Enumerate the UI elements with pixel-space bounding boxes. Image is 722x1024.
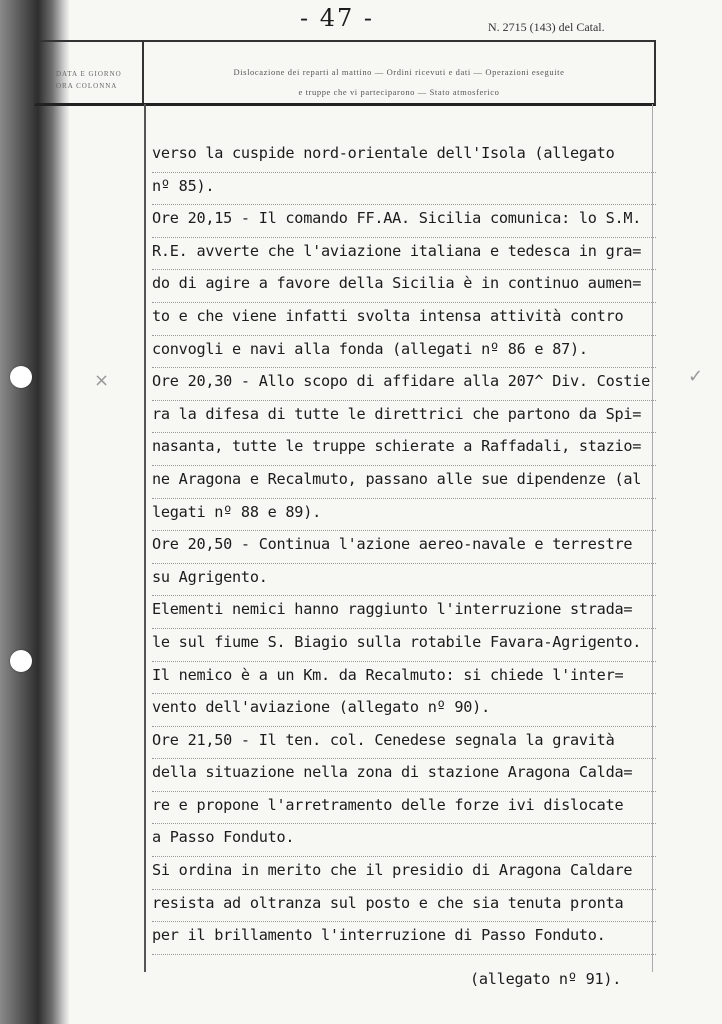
text-line: Il nemico è a un Km. da Recalmuto: si chiede l'inter=: [152, 662, 656, 695]
text-line: a Passo Fonduto.: [152, 824, 656, 857]
header-hour-label: ORA COLONNA: [56, 82, 118, 90]
text-line: ne Aragona e Recalmuto, passano alle sue dipendenze (al: [152, 466, 656, 499]
text-line: Ore 20,15 - Il comando FF.AA. Sicilia comunica: lo S.M.: [152, 205, 656, 238]
margin-mark-right: ✓: [688, 366, 704, 387]
header-description-column: [144, 42, 654, 123]
table-header: [34, 40, 656, 106]
text-line: re e propone l'arretramento delle forze ivi dislocate: [152, 792, 656, 825]
binding-shadow: [0, 0, 70, 1024]
text-line: su Agrigento.: [152, 564, 656, 597]
punch-hole-bottom: [10, 650, 32, 672]
text-line: do di agire a favore della Sicilia è in continuo aumen=: [152, 270, 656, 303]
punch-hole-top: [10, 366, 32, 388]
header-date-column: [36, 42, 144, 103]
text-line: nasanta, tutte le truppe schierate a Raffadali, stazio=: [152, 433, 656, 466]
text-line: per il brillamento l'interruzione di Passo Fonduto.: [152, 922, 656, 955]
text-line: resista ad oltranza sul posto e che sia tenuta pronta: [152, 890, 656, 923]
text-line: Ore 21,50 - Il ten. col. Cenedese segnala la gravità: [152, 727, 656, 760]
text-line: Ore 20,50 - Continua l'azione aereo-navale e terrestre: [152, 531, 656, 564]
text-line: ra la difesa di tutte le direttrici che partono da Spi=: [152, 401, 656, 434]
column-divider: [144, 104, 146, 972]
catalog-number: N. 2715 (143) del Catal.: [488, 20, 605, 34]
header-date-label: DATA E GIORNO: [56, 70, 122, 78]
header-description-line1: Dislocazione dei reparti al mattino — Ordini ricevuti e dati — Operazioni eseguite: [233, 67, 565, 77]
footer-reference: (allegato nº 91).: [470, 970, 622, 988]
text-line: verso la cuspide nord-orientale dell'Isola (allegato: [152, 140, 656, 173]
text-line: R.E. avverte che l'aviazione italiana e tedesca in gra=: [152, 238, 656, 271]
text-line: vento dell'aviazione (allegato nº 90).: [152, 694, 656, 727]
margin-mark-left: ×: [94, 370, 110, 391]
header-description-line2: e truppe che vi parteciparono — Stato atmosferico: [298, 87, 500, 97]
text-line: le sul fiume S. Biagio sulla rotabile Favara-Agrigento.: [152, 629, 656, 662]
text-line: Ore 20,30 - Allo scopo di affidare alla 207^ Div. Costie: [152, 368, 656, 401]
text-line: convogli e navi alla fonda (allegati nº 86 e 87).: [152, 336, 656, 369]
text-line: Si ordina in merito che il presidio di Aragona Caldare: [152, 857, 656, 890]
page-number: - 47 -: [300, 4, 375, 32]
text-line: to e che viene infatti svolta intensa attività contro: [152, 303, 656, 336]
text-line: della situazione nella zona di stazione Aragona Calda=: [152, 759, 656, 792]
text-line: Elementi nemici hanno raggiunto l'interruzione strada=: [152, 596, 656, 629]
text-line: legati nº 88 e 89).: [152, 499, 656, 532]
text-line: nº 85).: [152, 173, 656, 206]
document-body: [152, 140, 656, 955]
